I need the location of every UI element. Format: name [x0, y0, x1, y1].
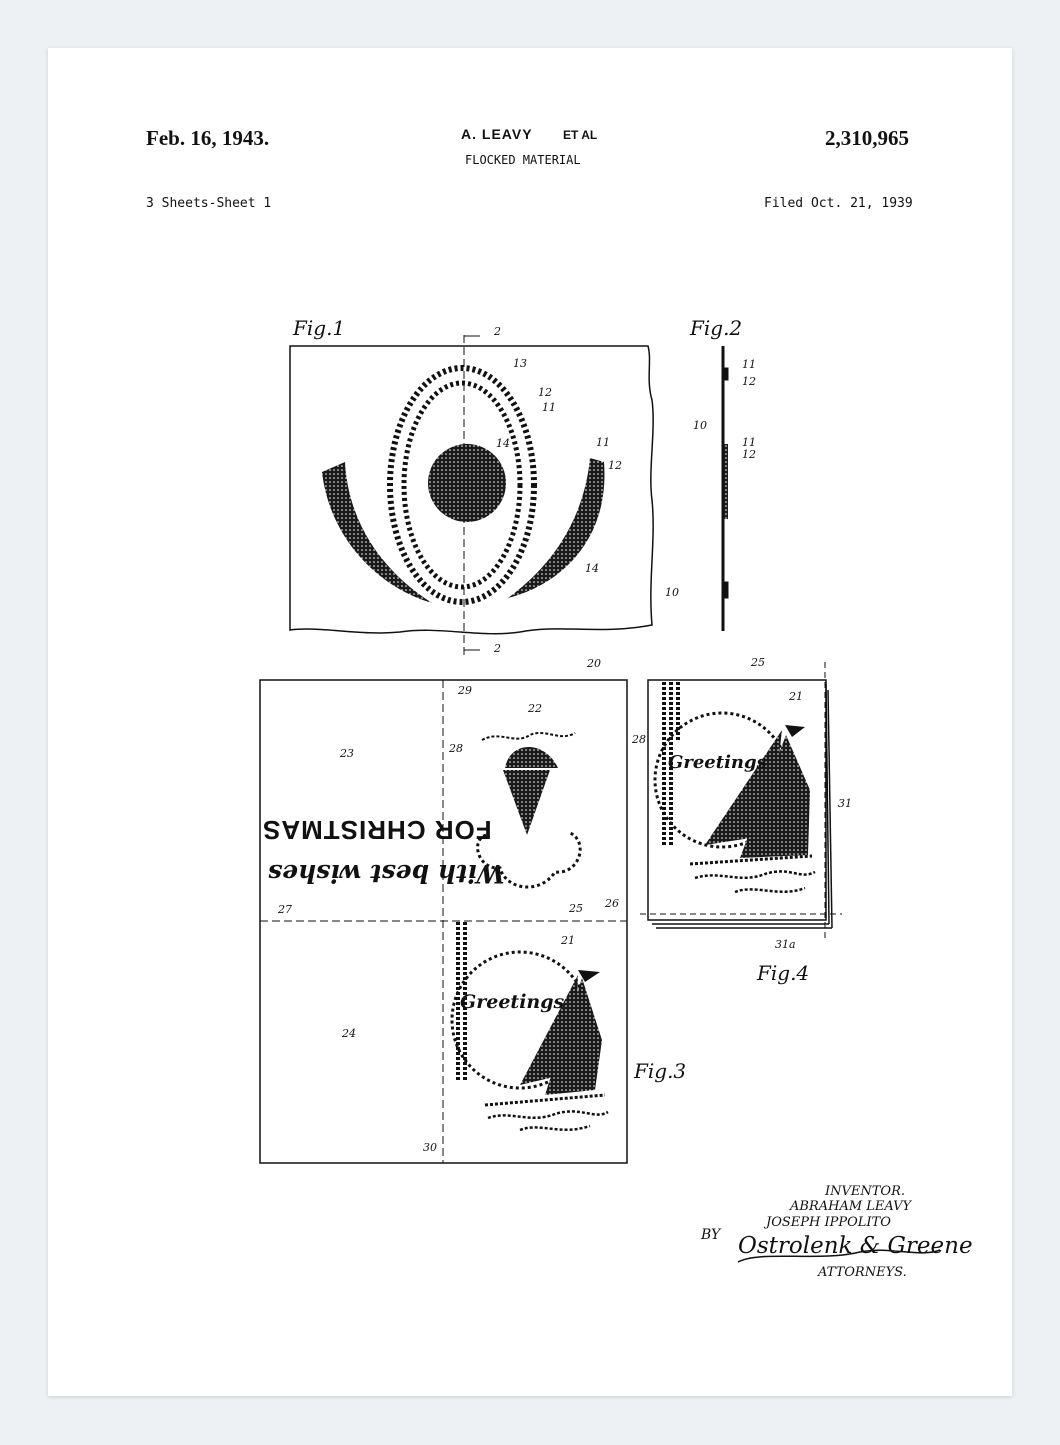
fig3-ref: 26 [605, 897, 619, 910]
inventor-label: INVENTOR. [825, 1184, 906, 1199]
fig1-ref: 12 [538, 386, 552, 399]
fig3-ref: 24 [342, 1027, 356, 1040]
fig1-ref: 14 [585, 562, 599, 575]
figure-2-panel [723, 346, 728, 631]
fig1-ref: 11 [542, 401, 556, 414]
fig3-ref: 27 [278, 903, 292, 916]
fig2-ref: 12 [742, 448, 756, 461]
fig4-ref: 31a [775, 938, 796, 951]
attorneys-label: ATTORNEYS. [818, 1265, 907, 1280]
filed-date: Filed Oct. 21, 1939 [764, 196, 913, 211]
fig3-ref: 28 [449, 742, 463, 755]
fig3-upside-down-line-1: FOR CHRISTMAS [262, 815, 492, 845]
fig1-ref: 10 [665, 586, 679, 599]
fig3-ref: 22 [528, 702, 542, 715]
attorney-signature: Ostrolenk & Greene [738, 1233, 973, 1259]
fig2-ref: 11 [742, 436, 756, 449]
fig4-ref: 31 [838, 797, 852, 810]
inventor-name-1: ABRAHAM LEAVY [790, 1199, 912, 1214]
sheet-count: 3 Sheets-Sheet 1 [146, 196, 272, 211]
fig1-ref: 2 [494, 325, 501, 338]
fig1-ref: 12 [608, 459, 622, 472]
fig1-center-disc [428, 444, 506, 522]
patent-date: Feb. 16, 1943. [146, 126, 270, 150]
fig1-ref: 2 [494, 642, 501, 655]
figure-1-label: Fig.1 [293, 316, 346, 340]
fig3-ref: 23 [340, 747, 354, 760]
figure-3-label: Fig.3 [634, 1059, 687, 1083]
fig4-greetings-sailboat [655, 682, 815, 892]
fig4-ref: 28 [632, 733, 646, 746]
et-al-label: ET AL [563, 128, 598, 142]
fig1-ref: 11 [596, 436, 610, 449]
fig4-ref: 25 [751, 656, 765, 669]
fig2-ref: 11 [742, 358, 756, 371]
fig4-ref: 21 [789, 690, 803, 703]
fig2-ref: 10 [693, 419, 707, 432]
fig2-ref: 12 [742, 375, 756, 388]
figure-4-label: Fig.4 [757, 961, 810, 985]
fig3-greetings-sailboat [452, 922, 608, 1130]
fig4-greetings-text: Greetings [668, 752, 767, 773]
fig1-right-horn [508, 458, 604, 598]
patent-number: 2,310,965 [825, 126, 909, 150]
fig3-ref: 25 [569, 902, 583, 915]
fig3-ref: 21 [561, 934, 575, 947]
fig3-ref: 29 [458, 684, 472, 697]
inventor-name-2: JOSEPH IPPOLITO [766, 1215, 891, 1230]
fig3-greetings-text: Greetings [460, 991, 565, 1013]
patent-title: FLOCKED MATERIAL [465, 153, 581, 167]
fig3-ref: 20 [587, 657, 601, 670]
fig3-upside-down-line-2: With best wishes [268, 859, 505, 888]
figure-2-label: Fig.2 [690, 316, 743, 340]
by-label: BY [701, 1227, 721, 1243]
fig1-ref: 13 [513, 357, 527, 370]
fig1-ref: 14 [496, 437, 510, 450]
fig1-left-horn [322, 462, 432, 603]
fig3-ref: 30 [423, 1141, 437, 1154]
inventor-short-name: A. LEAVY [461, 126, 533, 142]
